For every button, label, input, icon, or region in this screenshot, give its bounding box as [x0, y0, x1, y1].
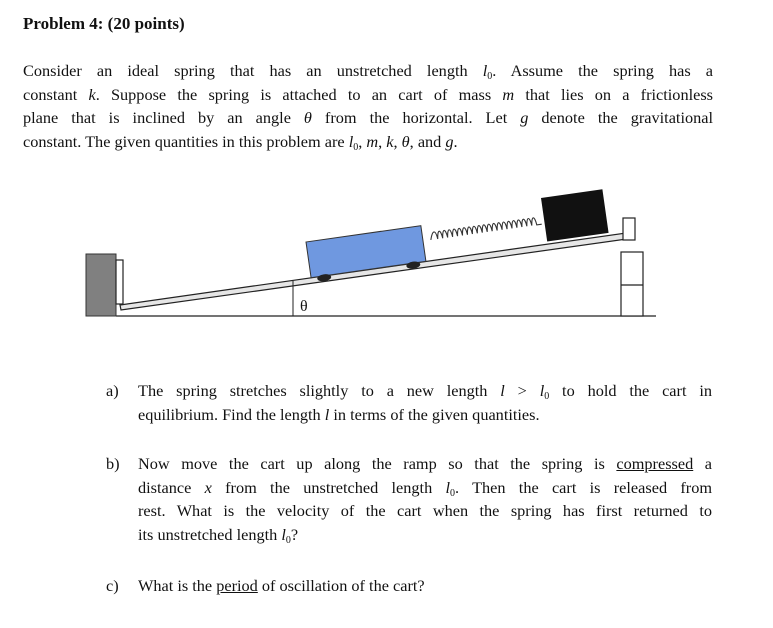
inclined-plane-figure: [78, 184, 668, 324]
problem-title: Problem 4: (20 points): [23, 14, 185, 33]
end-block: [541, 189, 609, 241]
problem-statement: Consider an ideal spring that has an unstretched length $l_0$. Assume the spring has a constant k. Suppose the spring is attached to an cart of mass m that lies on a frictionless plane that is inclined by an angle θ from the horizontal. Let g denote the gravitational constant. The given quantities in this problem are $l_0$, m, k, θ, and g.: [23, 61, 714, 153]
support-cap: [623, 218, 635, 240]
question-label: b): [106, 454, 120, 473]
question-c: c) What is the period of oscillation of the cart?: [106, 574, 712, 598]
angle-label: θ: [300, 298, 308, 315]
support-post: [621, 252, 643, 316]
question-label: c): [106, 576, 119, 595]
spring: [430, 217, 542, 240]
question-a: a) The spring stretches slightly to a new length $l > l_0$ to hold the cart in equilibrium. Find the length l in terms of the given quantities.: [106, 381, 712, 424]
question-b: b) Now move the cart up along the ramp so that the spring is compressed a distance x from the unstretched length $l_0$. Then the cart is released from rest. What is the velocity of the cart when the spring has first returned to its unstretched length $l_0$?: [106, 454, 713, 546]
left-wall-lip: [116, 260, 123, 304]
question-label: a): [106, 381, 119, 400]
left-wall: [86, 254, 116, 316]
